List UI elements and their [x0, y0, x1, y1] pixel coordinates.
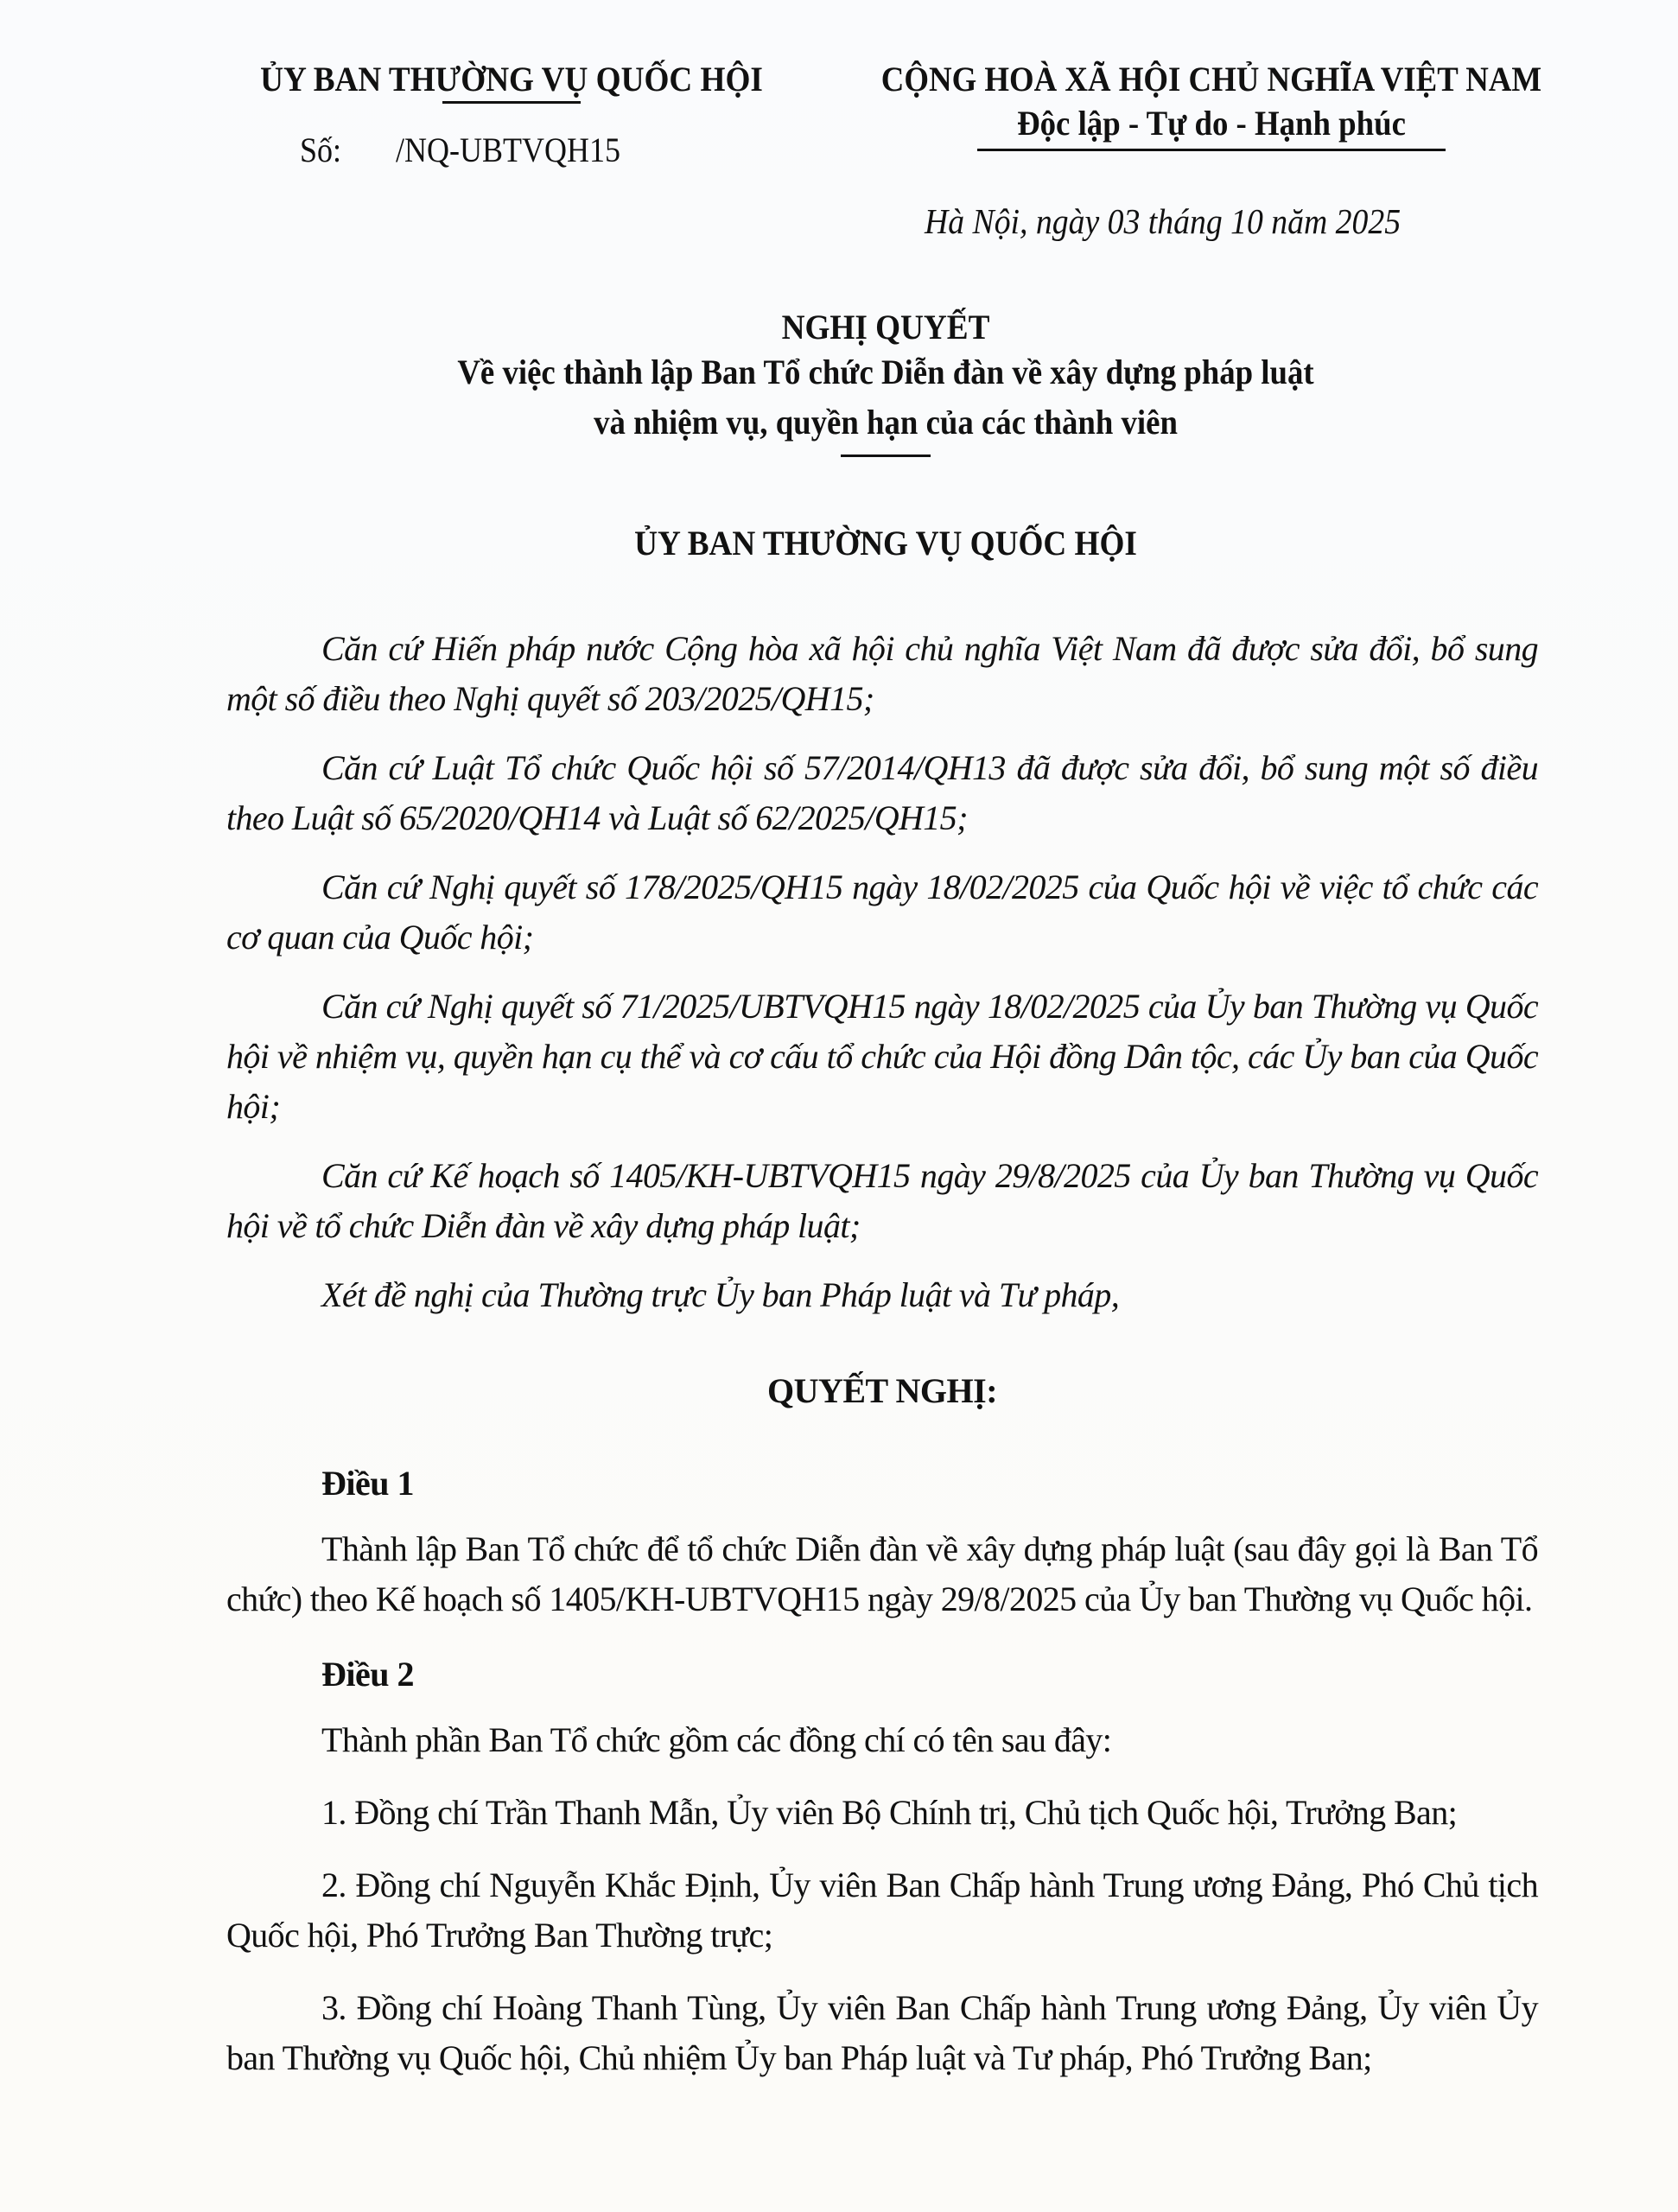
place-date: Hà Nội, ngày 03 tháng 10 năm 2025: [925, 201, 1402, 241]
document-subject-line-1: Về việc thành lập Ban Tổ chức Diễn đàn về xây dựng pháp luật: [457, 353, 1314, 391]
national-title-block: [831, 59, 1592, 151]
document-number: /NQ-UBTVQH15: [396, 130, 621, 169]
article-title: Điều 2: [321, 1655, 414, 1694]
country-name: CỘNG HOÀ XÃ HỘI CHỦ NGHĨA VIỆT NAM: [880, 60, 1542, 99]
member-list-item: 2. Đồng chí Nguyễn Khắc Định, Ủy viên Ban Chấp hành Trung ương Đảng, Phó Chủ tịch Quốc hội, Phó Trưởng Ban Thường trực;: [226, 1866, 1538, 1955]
issuing-body: ỦY BAN THƯỜNG VỤ QUỐC HỘI: [260, 60, 763, 99]
legal-basis-proposal: Xét đề nghị của Thường trực Ủy ban Pháp luật và Tư pháp,: [321, 1275, 1120, 1314]
member-list-item: 3. Đồng chí Hoàng Thanh Tùng, Ủy viên Ban Chấp hành Trung ương Đảng, Ủy viên Ủy ban Thường vụ Quốc hội, Chủ nhiệm Ủy ban Pháp luật và Tư pháp, Phó Trưởng Ban;: [226, 1988, 1538, 2077]
legal-basis: Căn cứ Hiến pháp nước Cộng hòa xã hội chủ nghĩa Việt Nam đã được sửa đổi, bổ sung một số điều theo Nghị quyết số 203/2025/QH15;: [226, 629, 1538, 718]
legal-basis: Căn cứ Nghị quyết số 178/2025/QH15 ngày 18/02/2025 của Quốc hội về việc tổ chức các cơ quan của Quốc hội;: [226, 868, 1538, 957]
legal-basis: Căn cứ Luật Tổ chức Quốc hội số 57/2014/QH13 đã được sửa đổi, bổ sung một số điều theo Luật số 65/2020/QH14 và Luật số 62/2025/QH15;: [226, 748, 1538, 837]
issuing-body-underline: [442, 101, 581, 104]
decision-heading: QUYẾT NGHỊ:: [766, 1371, 998, 1410]
article-title: Điều 1: [321, 1464, 414, 1503]
document-number-label: Số:: [300, 130, 342, 169]
document-number-line: [300, 130, 620, 170]
member-list-item: 1. Đồng chí Trần Thanh Mẫn, Ủy viên Bộ Chính trị, Chủ tịch Quốc hội, Trưởng Ban;: [321, 1793, 1458, 1832]
document-body: [226, 624, 1538, 2106]
document-subject-line-2: và nhiệm vụ, quyền hạn của các thành viên: [594, 403, 1178, 442]
document-title-block: [302, 307, 1469, 457]
article-paragraph: Thành lập Ban Tổ chức để tổ chức Diễn đàn về xây dựng pháp luật (sau đây gọi là Ban Tổ chức) theo Kế hoạch số 1405/KH-UBTVQH15 ngày 29/8/2025 của Ủy ban Thường vụ Quốc hội.: [226, 1529, 1538, 1618]
legal-basis: Căn cứ Nghị quyết số 71/2025/UBTVQH15 ngày 18/02/2025 của Ủy ban Thường vụ Quốc hội về nhiệm vụ, quyền hạn cụ thể và cơ cấu tổ chức của Hội đồng Dân tộc, các Ủy ban của Quốc hội;: [226, 987, 1538, 1126]
title-underline: [841, 454, 931, 457]
document-type: NGHỊ QUYẾT: [781, 308, 990, 346]
motto-underline: [977, 149, 1446, 151]
issuing-body-block: [235, 59, 788, 169]
legal-basis: Căn cứ Kế hoạch số 1405/KH-UBTVQH15 ngày 29/8/2025 của Ủy ban Thường vụ Quốc hội về tổ chức Diễn đàn về xây dựng pháp luật;: [226, 1156, 1538, 1245]
article-paragraph: Thành phần Ban Tổ chức gồm các đồng chí có tên sau đây:: [321, 1720, 1112, 1759]
issuer-heading: ỦY BAN THƯỜNG VỤ QUỐC HỘI: [634, 524, 1137, 563]
national-motto: Độc lập - Tự do - Hạnh phúc: [1017, 104, 1406, 143]
